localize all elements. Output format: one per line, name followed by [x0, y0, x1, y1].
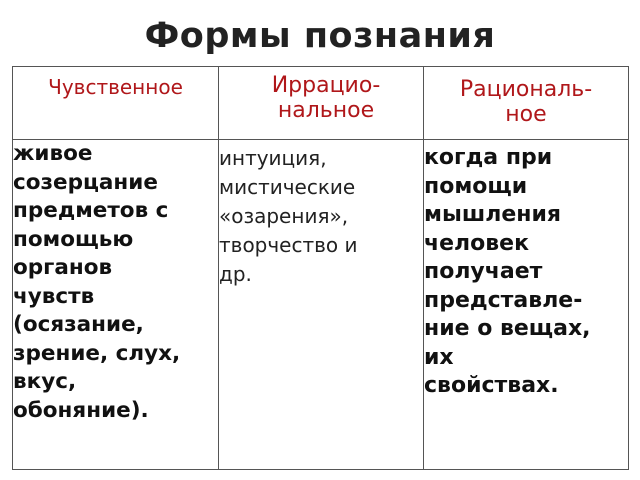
text-line: зрение, слух,	[13, 340, 181, 366]
table-header-row	[13, 67, 629, 140]
header-sensory-line: Чувственное	[48, 75, 183, 99]
text-line: мистические	[219, 175, 356, 199]
text-line: ние о вещах,	[424, 316, 591, 341]
text-line: предметов с	[13, 198, 169, 223]
text-line: помощью	[13, 226, 134, 252]
text-line: представле-	[424, 287, 583, 313]
text-line: интуиция,	[219, 146, 327, 170]
text-line: помощи	[424, 173, 528, 199]
text-line: творчество и	[219, 233, 358, 257]
text-line: их	[424, 344, 454, 370]
text-line: созерцание	[13, 169, 158, 195]
table-body-row	[13, 140, 629, 470]
header-irrational	[219, 67, 424, 140]
text-line: живое	[13, 141, 93, 166]
forms-of-cognition-table	[12, 66, 629, 470]
text-line: др.	[219, 262, 252, 286]
text-line: чувств	[13, 283, 95, 309]
text-line: органов	[13, 255, 113, 280]
text-line: когда при	[424, 145, 553, 170]
text-line: человек	[424, 230, 530, 256]
text-line: «озарения»,	[219, 204, 349, 228]
header-irrational-line: нальное	[277, 98, 375, 123]
text-line: получает	[424, 259, 543, 284]
cell-rational-description	[424, 140, 629, 470]
cell-sensory-description	[13, 140, 219, 470]
header-rational	[424, 67, 629, 140]
text-line: мышления	[424, 202, 562, 227]
header-irrational-line: Иррацио-	[271, 73, 381, 98]
cell-irrational-description	[219, 140, 424, 470]
text-line: свойствах.	[424, 373, 559, 398]
header-rational-line: Рациональ-	[459, 77, 593, 102]
text-line: вкус,	[13, 369, 77, 394]
text-line: (осязание,	[13, 312, 144, 337]
text-line: обоняние).	[13, 397, 149, 423]
header-rational-line: ное	[505, 102, 547, 127]
page-title: Формы познания	[144, 16, 496, 56]
header-sensory	[13, 67, 219, 140]
